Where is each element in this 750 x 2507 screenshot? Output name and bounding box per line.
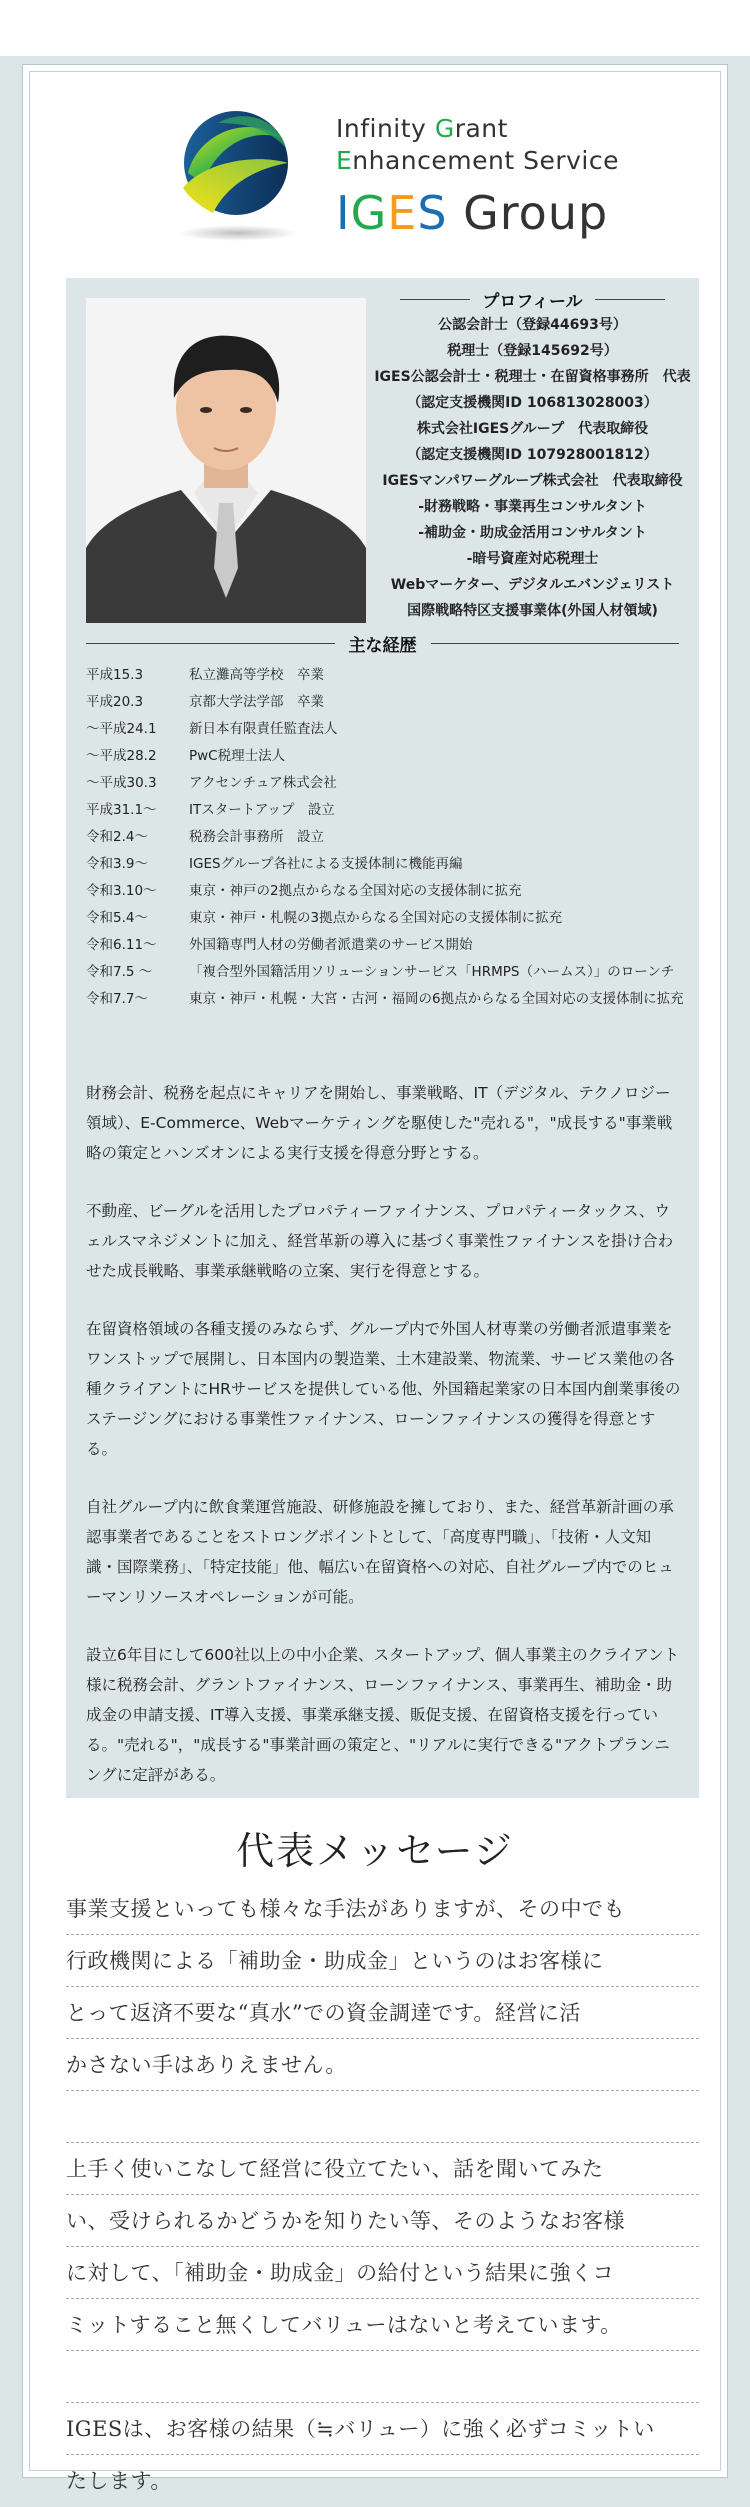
- message-line: 事業支援といっても様々な手法がありますが、その中でも: [66, 1883, 699, 1935]
- career-row: [86, 848, 686, 875]
- swirl-logo-icon: [158, 103, 308, 223]
- logo-wordmark: [336, 113, 619, 241]
- description-paragraph: 財務会計、税務を起点にキャリアを開始し、事業戦略、IT（デジタル、テクノロジー領域）、E-Commerce、Webマーケティングを駆使した"売れる"，"成長する"事業戦略の策定とハンズオンによる実行支援を得意分野とする。: [86, 1084, 673, 1162]
- brand-suffix: Group: [447, 186, 609, 240]
- career-desc: 私立灘高等学校 卒業: [189, 666, 324, 683]
- career-desc: 外国籍専門人材の労働者派遣業のサービス開始: [189, 936, 473, 953]
- logo-brand-name: [336, 185, 619, 241]
- career-desc: 新日本有限責任監査法人: [189, 720, 338, 737]
- credential-line: （認定支援機関ID 106813028003）: [407, 395, 658, 411]
- message-line: 上手く使いこなして経営に役立てたい、話を聞いてみた: [66, 2143, 699, 2195]
- profile-info: [366, 286, 699, 624]
- career-heading-text: 主な経歴: [348, 635, 417, 656]
- credential-line: 株式会社IGESグループ 代表取締役: [416, 421, 649, 437]
- credential-line: 公認会計士（登録44693号）: [438, 317, 627, 333]
- brand-letter: G: [350, 186, 388, 240]
- profile-credentials: [366, 312, 699, 624]
- credential-line: （認定支援機関ID 107928001812）: [407, 447, 658, 463]
- career-desc: ITスタートアップ 設立: [189, 801, 335, 818]
- career-date: ～平成30.3: [86, 774, 157, 791]
- description-paragraph: 設立6年目にして600社以上の中小企業、スタートアップ、個人事業主のクライアント様に税務会計、グラントファイナンス、ローンファイナンス、事業再生、補助金・助成金の申請支援、IT導入支援、事業承継支援、販促支援、在留資格支援を行っている。"売れる"，"成長する"事業計画の策定と、"リアルに実行できる"アクトプランニングに定評がある。: [86, 1646, 680, 1784]
- career-row: [86, 956, 686, 983]
- career-date: 令和3.10～: [86, 882, 157, 899]
- message-spacer: [66, 2091, 699, 2143]
- logo-tagline-2: [336, 145, 619, 177]
- credential-line: IGES公認会計士・税理士・在留資格事務所 代表: [374, 369, 691, 385]
- career-desc: 「複合型外国籍活用ソリューションサービス「HRMPS（ハームス）」のローンチ: [189, 963, 675, 980]
- message-line: IGESは、お客様の結果（≒バリュー）に強く必ずコミットい: [66, 2403, 699, 2455]
- profile-description: [86, 1078, 682, 1818]
- logo-tagline-1: [336, 113, 619, 145]
- description-paragraph: 在留資格領域の各種支援のみならず、グループ内で外国人材専業の労働者派遣事業をワンストップで展開し、日本国内の製造業、土木建設業、物流業、サービス業他の各種クライアントにHRサービスを提供している他、外国籍起業家の日本国内創業事後のステージングにおける事業性ファイナンス、ローンファイナンスの獲得を得意とする。: [86, 1320, 681, 1458]
- career-date: 令和7.5 ～: [86, 963, 153, 980]
- description-paragraph: 不動産、ビーグルを活用したプロパティーファイナンス、プロパティータックス、ウェルスマネジメントに加え、経営革新の導入に基づく事業性ファイナンスを掛け合わせた成長戦略、事業承継戦略の立案、実行を得意とする。: [86, 1202, 674, 1280]
- portrait-illustration: [86, 298, 366, 623]
- message-line: とって返済不要な“真水”での資金調達です。経営に活: [66, 1987, 699, 2039]
- career-row: [86, 875, 686, 902]
- career-date: 令和6.11～: [86, 936, 157, 953]
- credential-line: -補助金・助成金活用コンサルタント: [418, 525, 647, 541]
- credential-line: 税理士（登録145692号）: [447, 343, 618, 359]
- career-date: 平成20.3: [86, 693, 144, 710]
- career-list: [86, 659, 686, 1010]
- message-line: 行政機関による「補助金・助成金」というのはお客様に: [66, 1935, 699, 1987]
- career-date: 平成31.1～: [86, 801, 157, 818]
- iges-logo: [158, 95, 628, 265]
- career-desc: 京都大学法学部 卒業: [189, 693, 324, 710]
- career-date: 令和3.9～: [86, 855, 148, 872]
- tagline-text: Infinity: [336, 114, 435, 143]
- brand-letter: S: [417, 186, 448, 240]
- credential-line: IGESマンパワーグループ株式会社 代表取締役: [382, 473, 683, 489]
- career-date: 平成15.3: [86, 666, 144, 683]
- career-row: [86, 767, 686, 794]
- career-row: [86, 983, 686, 1010]
- profile-section: [66, 278, 699, 1798]
- credential-line: -財務戦略・事業再生コンサルタント: [418, 499, 647, 515]
- divider: [431, 643, 680, 644]
- brand-letter: E: [387, 186, 418, 240]
- message-line: に対して、「補助金・助成金」の給付という結果に強くコ: [66, 2247, 699, 2299]
- career-desc: アクセンチュア株式会社: [189, 774, 337, 791]
- tagline-text: rant: [454, 114, 508, 143]
- credential-line: -暗号資産対応税理士: [466, 551, 599, 567]
- message-line: い、受けられるかどうかを知りたい等、そのようなお客様: [66, 2195, 699, 2247]
- career-heading: [86, 630, 679, 656]
- career-row: [86, 821, 686, 848]
- message-block-1: [66, 1883, 699, 2507]
- career-desc: 東京・神戸の2拠点からなる全国対応の支援体制に拡充: [189, 882, 522, 899]
- career-desc: 東京・神戸・札幌の3拠点からなる全国対応の支援体制に拡充: [189, 909, 563, 926]
- message-title: 代表メッセージ: [236, 1829, 514, 1873]
- message-line: たします。: [66, 2469, 172, 2493]
- top-strip: [0, 0, 750, 56]
- career-date: ～平成28.2: [86, 747, 157, 764]
- representative-photo: [86, 298, 366, 623]
- description-paragraph: 自社グループ内に飲食業運営施設、研修施設を擁しており、また、経営革新計画の承認事業者であることをストロングポイントとして、「高度専門職」、「技術・人文知識・国際業務」、「特定技能」他、幅広い在留資格への対応、自社グループ内でのヒューマンリソースオペレーションが可能。: [86, 1498, 674, 1606]
- career-row: [86, 686, 686, 713]
- career-row: [86, 659, 686, 686]
- career-row: [86, 929, 686, 956]
- brand-letter: I: [336, 186, 351, 240]
- message-line: ミットすること無くしてバリューはないと考えています。: [66, 2299, 699, 2351]
- tagline-accent: G: [434, 114, 455, 143]
- page-frame: [14, 56, 736, 2493]
- career-row: [86, 713, 686, 740]
- message-spacer: [66, 2351, 699, 2403]
- career-desc: 東京・神戸・札幌・大宮・古河・福岡の6拠点からなる全国対応の支援体制に拡充: [189, 990, 684, 1007]
- career-desc: 税務会計事務所 設立: [189, 828, 324, 845]
- tagline-text: nhancement Service: [352, 146, 619, 175]
- career-row: [86, 740, 686, 767]
- profile-heading: プロフィール: [366, 286, 699, 312]
- career-row: [86, 794, 686, 821]
- message-line: かさない手はありえません。: [66, 2039, 699, 2091]
- career-desc: IGESグループ各社による支援体制に機能再編: [189, 855, 463, 872]
- credential-line: 国際戦略特区支援事業体(外国人材領域): [407, 603, 658, 619]
- career-row: [86, 902, 686, 929]
- tagline-accent: E: [336, 146, 353, 175]
- logo-shadow: [178, 225, 298, 241]
- career-date: 令和7.7～: [86, 990, 148, 1007]
- profile-card: [22, 64, 728, 2493]
- career-date: 令和2.4～: [86, 828, 148, 845]
- career-date: 令和5.4～: [86, 909, 148, 926]
- credential-line: Webマーケター、デジタルエバンジェリスト: [390, 577, 675, 593]
- divider: [86, 643, 335, 644]
- career-date: ～平成24.1: [86, 720, 157, 737]
- career-desc: PwC税理士法人: [189, 747, 286, 764]
